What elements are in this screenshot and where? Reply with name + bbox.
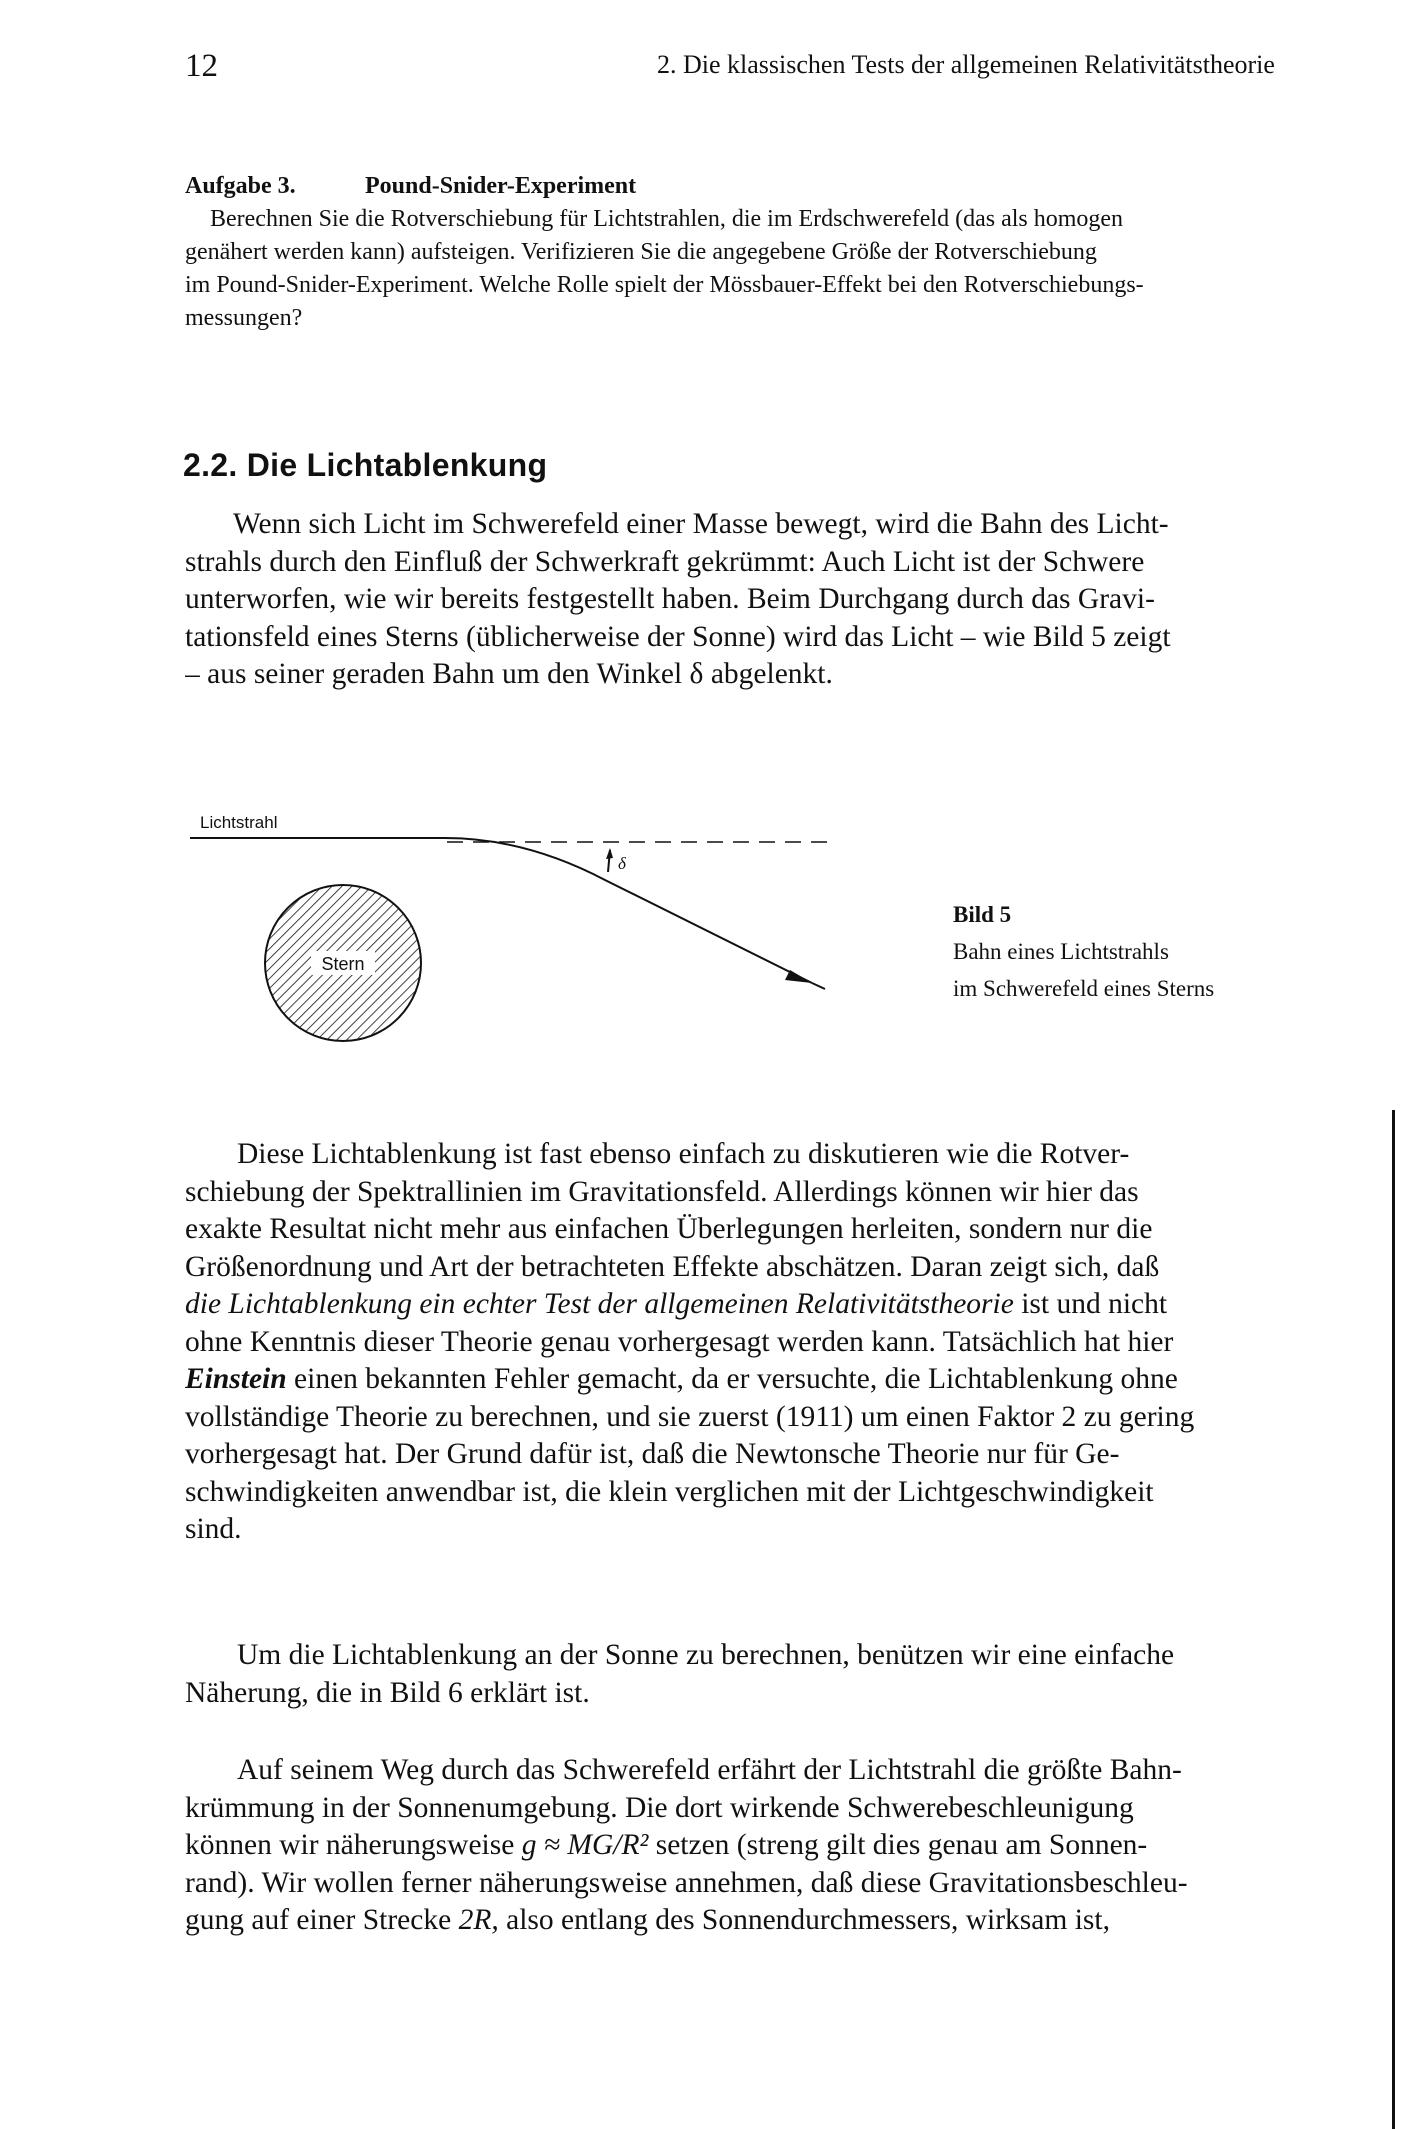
exercise-line: messungen? [185, 305, 303, 331]
emphasis-name: Einstein [185, 1363, 287, 1395]
ray-tail [812, 983, 825, 989]
text-span: einen bekannten Fehler gemacht, da er versuchte, die Lichtablenkung ohne [286, 1363, 1178, 1395]
text-line: rand). Wir wollen ferner näherungsweise annehmen, daß diese Gravitationsbeschleu- [185, 1866, 1188, 1899]
text-line: schwindigkeiten anwendbar ist, die klein verglichen mit der Lichtgeschwindigkeit [185, 1475, 1154, 1508]
paragraph-discussion [185, 1136, 1417, 1549]
exercise-label: Aufgabe 3. [185, 173, 296, 199]
exercise-line: genähert werden kann) aufsteigen. Verifizieren Sie die angegebene Größe der Rotverschiebung [185, 239, 1097, 265]
text-span: können wir näherungsweise [185, 1829, 522, 1861]
text-line [185, 1902, 1417, 1940]
formula: g ≈ MG/R² [521, 1829, 649, 1861]
star-label: Stern [321, 954, 365, 974]
text-line: sind. [185, 1513, 242, 1545]
text-line: Wenn sich Licht im Schwerefeld einer Masse bewegt, wird die Bahn des Licht- [233, 508, 1169, 540]
ray-label: Lichtstrahl [200, 813, 278, 832]
text-line: schiebung der Spektrallinien im Gravitationsfeld. Allerdings können wir hier das [185, 1175, 1139, 1208]
text-line: strahls durch den Einfluß der Schwerkraft gekrümmt: Auch Licht ist der Schwere [185, 545, 1145, 578]
paragraph-approximation [185, 1637, 1417, 1712]
text-line: Auf seinem Weg durch das Schwerefeld erfährt der Lichtstrahl die größte Bahn- [237, 1754, 1182, 1786]
emphasis-text: die Lichtablenkung ein echter Test der allgemeinen Relativitätstheorie [185, 1288, 1014, 1320]
caption-title: Bild 5 [953, 902, 1012, 927]
ray-arrowhead [785, 970, 812, 983]
text-line: Diese Lichtablenkung ist fast ebenso einfach zu diskutieren wie die Rotver- [237, 1138, 1130, 1170]
angle-label: δ [618, 854, 626, 873]
text-span: ist und nicht [1013, 1288, 1168, 1320]
angle-arrow [606, 848, 613, 859]
caption-line: Bahn eines Lichtstrahls [953, 939, 1169, 964]
text-line: vorhergesagt hat. Der Grund dafür ist, daß die Newtonsche Theorie nur für Ge- [185, 1438, 1120, 1470]
text-line: Näherung, die in Bild 6 erklärt ist. [185, 1676, 590, 1709]
running-title: 2. Die klassischen Tests der allgemeinen Relativitätstheorie [657, 50, 1275, 79]
page-edge-rule [1392, 1110, 1395, 2129]
exercise-line: im Pound-Snider-Experiment. Welche Rolle spielt der Mössbauer-Effekt bei den Rotverschiebungs- [185, 272, 1144, 298]
exercise-title: Pound-Snider-Experiment [365, 173, 637, 199]
formula: 2R, [458, 1904, 499, 1936]
exercise-block [185, 170, 1417, 335]
figure-diagram [185, 805, 885, 1065]
paragraph-curvature [185, 1752, 1417, 1940]
text-span: gung auf einer Strecke [185, 1904, 459, 1936]
section-title: 2.2. Die Lichtablenkung [183, 447, 548, 483]
text-line: unterworfen, wie wir bereits festgestellt haben. Beim Durchgang durch das Gravi- [185, 583, 1155, 615]
text-line: krümmung in der Sonnenumgebung. Die dort wirkende Schwerebeschleunigung [185, 1791, 1134, 1824]
page-number: 12 [185, 48, 218, 84]
exercise-body [185, 203, 1417, 335]
text-line: Um die Lichtablenkung an der Sonne zu berechnen, benützen wir eine einfache [237, 1639, 1175, 1671]
text-line: Größenordnung und Art der betrachteten Effekte abschätzen. Daran zeigt sich, daß [185, 1250, 1160, 1283]
paragraph-intro [185, 506, 1417, 694]
figure-caption [953, 896, 1214, 1007]
text-line [185, 1286, 1417, 1324]
exercise-line: Berechnen Sie die Rotverschiebung für Lichtstrahlen, die im Erdschwerefeld (das als homogen [210, 206, 1124, 232]
text-line: exakte Resultat nicht mehr aus einfachen Überlegungen herleiten, sondern nur die [185, 1213, 1153, 1245]
text-line [185, 1827, 1417, 1865]
caption-line: im Schwerefeld eines Sterns [953, 976, 1215, 1001]
text-line: ohne Kenntnis dieser Theorie genau vorhergesagt werden kann. Tatsächlich hat hier [185, 1325, 1174, 1358]
text-line: – aus seiner geraden Bahn um den Winkel δ abgelenkt. [185, 658, 833, 690]
text-line: vollständige Theorie zu berechnen, und sie zuerst (1911) um einen Faktor 2 zu gering [185, 1400, 1195, 1433]
figure-light-deflection [185, 805, 885, 1070]
text-line: tationsfeld eines Sterns (üblicherweise der Sonne) wird das Licht – wie Bild 5 zeigt [185, 620, 1171, 653]
text-span: setzen (streng gilt dies genau am Sonnen- [648, 1829, 1148, 1861]
exercise-heading [185, 170, 1417, 203]
text-line [185, 1361, 1417, 1399]
text-span: also entlang des Sonnendurchmessers, wirksam ist, [498, 1904, 1110, 1936]
